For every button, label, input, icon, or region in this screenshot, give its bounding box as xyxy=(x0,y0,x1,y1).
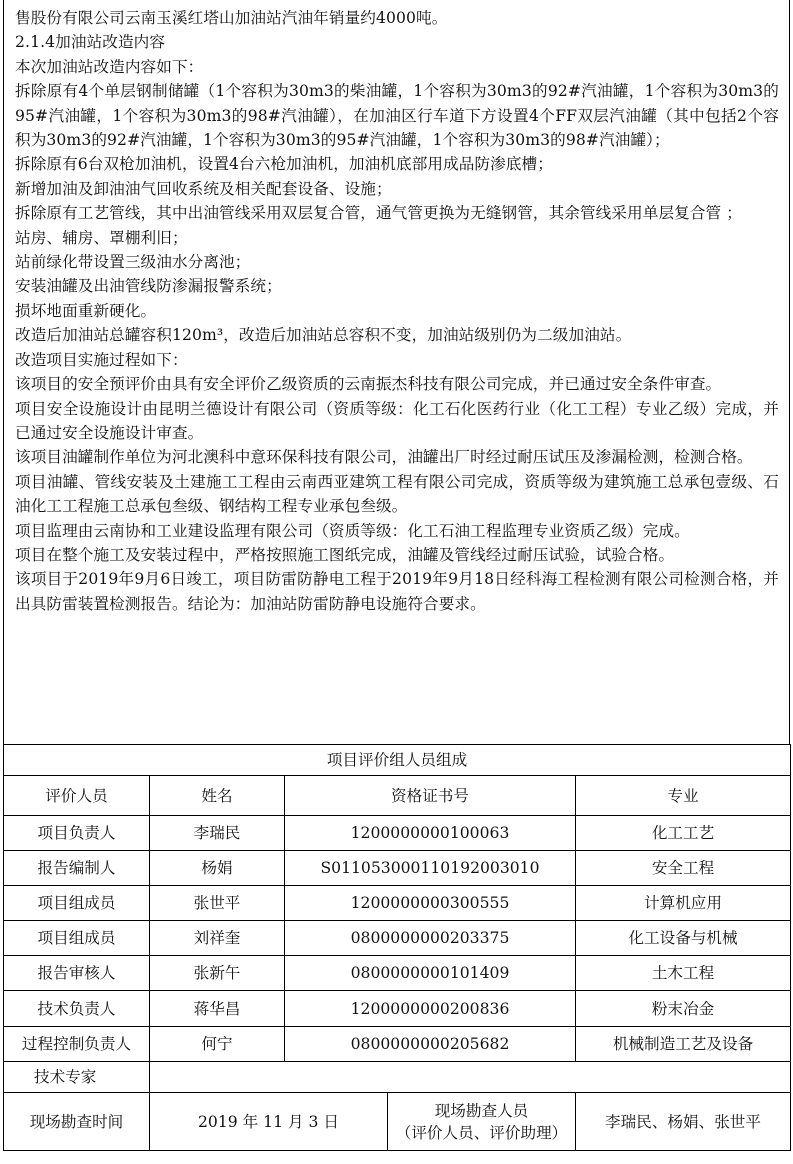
expert-label: 技术专家 xyxy=(4,1062,150,1093)
table-row xyxy=(4,921,791,956)
cell-certificate: 0800000000101409 xyxy=(285,956,576,991)
table-row xyxy=(4,956,791,991)
paragraph: 项目安全设施设计由昆明兰德设计有限公司（资质等级：化工石化医药行业（化工工程）专业乙级）完成，并已通过安全设施设计审查。 xyxy=(15,399,779,442)
table-row xyxy=(4,991,791,1027)
paragraph: 改造后加油站总罐容积120m³，改造后加油站总容积不变，加油站级别仍为二级加油站。 xyxy=(15,326,632,345)
cell-role: 报告编制人 xyxy=(4,851,150,886)
cell-name: 杨娟 xyxy=(150,851,285,886)
paragraph: 本次加油站改造内容如下： xyxy=(15,57,204,76)
paragraph: 该项目油罐制作单位为河北澳科中意环保科技有限公司，油罐出厂时经过耐压试压及渗漏检测，检测合格。 xyxy=(15,448,753,467)
cell-certificate: 1200000000100063 xyxy=(285,816,576,851)
table-title-row xyxy=(4,745,791,776)
paragraph: 安装油罐及出油管线防渗漏报警系统； xyxy=(15,277,282,296)
paragraph: 该项目于2019年9月6日竣工，项目防雷防静电工程于2019年9月18日经科海工程检测有限公司检测合格，并出具防雷装置检测报告。结论为：加油站防雷防静电设施符合要求。 xyxy=(15,570,779,613)
cell-role: 报告审核人 xyxy=(4,956,150,991)
cell-name: 李瑞民 xyxy=(150,816,285,851)
table-row xyxy=(4,886,791,921)
cell-certificate: 1200000000300555 xyxy=(285,886,576,921)
survey-staff-label: 现场勘查人员 xyxy=(434,1101,529,1120)
survey-staff-label-cell xyxy=(388,1093,576,1151)
cell-role: 项目组成员 xyxy=(4,886,150,921)
header-name: 姓名 xyxy=(150,776,285,816)
table-row xyxy=(4,1027,791,1062)
cell-role: 项目组成员 xyxy=(4,921,150,956)
table-row xyxy=(4,851,791,886)
cell-major: 粉末冶金 xyxy=(576,991,791,1027)
paragraph: 项目油罐、管线安装及土建施工工程由云南西亚建筑工程有限公司完成，资质等级为建筑施工总承包壹级、石油化工工程施工总承包叁级、钢结构工程专业承包叁级。 xyxy=(15,472,779,516)
cell-major: 计算机应用 xyxy=(576,886,791,921)
cell-major: 安全工程 xyxy=(576,851,791,886)
paragraph: 拆除原有6台双枪加油机，设置4台六枪加油机，加油机底部用成品防渗底槽； xyxy=(15,155,553,174)
cell-certificate: S011053000110192003010 xyxy=(285,851,576,886)
table-title: 项目评价组人员组成 xyxy=(4,745,791,776)
paragraph: 项目在整个施工及安装过程中，严格按照施工图纸完成，油罐及管线经过耐压试验，试验合格。 xyxy=(15,545,675,564)
expert-value xyxy=(150,1062,791,1093)
personnel-table xyxy=(3,744,791,1151)
paragraph: 站前绿化带设置三级油水分离池； xyxy=(15,253,251,272)
paragraph: 损坏地面重新硬化。 xyxy=(15,301,157,320)
cell-role: 过程控制负责人 xyxy=(4,1027,150,1062)
cell-role: 技术负责人 xyxy=(4,991,150,1027)
survey-staff-sublabel: （评价人员、评价助理） xyxy=(395,1123,568,1142)
paragraph: 改造项目实施过程如下： xyxy=(15,350,188,369)
paragraph: 该项目的安全预评价由具有安全评价乙级资质的云南振杰科技有限公司完成，并已通过安全条件审查。 xyxy=(15,375,722,394)
cell-major: 土木工程 xyxy=(576,956,791,991)
section-heading: 2.1.4加油站改造内容 xyxy=(15,33,166,52)
survey-staff: 李瑞民、杨娟、张世平 xyxy=(576,1093,791,1151)
cell-name: 蒋华昌 xyxy=(150,991,285,1027)
paragraph: 项目监理由云南协和工业建设监理有限公司（资质等级：化工石油工程监理专业资质乙级）完成。 xyxy=(15,521,690,540)
cell-major: 机械制造工艺及设备 xyxy=(576,1027,791,1062)
survey-time-label: 现场勘查时间 xyxy=(4,1093,150,1151)
cell-name: 何宁 xyxy=(150,1027,285,1062)
header-certificate: 资格证书号 xyxy=(285,776,576,816)
header-major: 专业 xyxy=(576,776,791,816)
cell-certificate: 1200000000200836 xyxy=(285,991,576,1027)
paragraph: 拆除原有4个单层钢制储罐（1个容积为30m3的柴油罐，1个容积为30m3的92#汽油罐，1个容积为30m3的95#汽油罐，1个容积为30m3的98#汽油罐），在加油区行车道下方设置4个FF双层汽油罐（其中包括2个容积为30m3的92#汽油罐，1个容积为30m3的95#汽油罐，1个容积为30m3的98#汽油罐）； xyxy=(15,82,779,150)
table-row xyxy=(4,816,791,851)
cell-name: 张世平 xyxy=(150,886,285,921)
paragraph: 新增加油及卸油油气回收系统及相关配套设备、设施； xyxy=(15,179,392,198)
body-text xyxy=(3,0,790,744)
cell-name: 张新午 xyxy=(150,956,285,991)
survey-date: 2019 年 11 月 3 日 xyxy=(150,1093,388,1151)
cell-certificate: 0800000000205682 xyxy=(285,1027,576,1062)
cell-name: 刘祥奎 xyxy=(150,921,285,956)
paragraph: 售股份有限公司云南玉溪红塔山加油站汽油年销量约4000吨。 xyxy=(15,9,448,27)
header-role: 评价人员 xyxy=(4,776,150,816)
cell-major: 化工设备与机械 xyxy=(576,921,791,956)
paragraph: 拆除原有工艺管线，其中出油管线采用双层复合管，通气管更换为无缝钢管，其余管线采用单层复合管 ； xyxy=(15,204,742,223)
cell-certificate: 0800000000203375 xyxy=(285,921,576,956)
expert-row xyxy=(4,1062,791,1093)
table-header-row xyxy=(4,776,791,816)
paragraph: 站房、辅房、罩棚利旧； xyxy=(15,228,188,247)
cell-role: 项目负责人 xyxy=(4,816,150,851)
survey-row xyxy=(4,1093,791,1151)
cell-major: 化工工艺 xyxy=(576,816,791,851)
